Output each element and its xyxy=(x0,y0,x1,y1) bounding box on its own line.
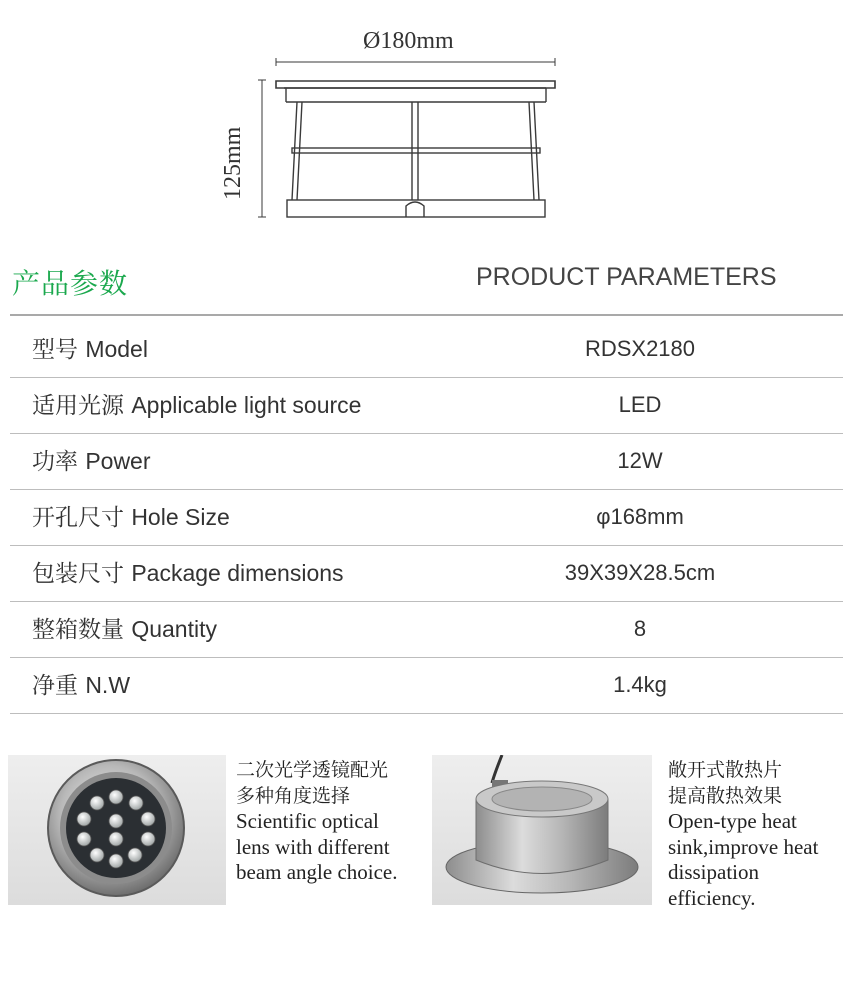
param-label: 功率 Power xyxy=(32,448,151,475)
product-dimension-drawing xyxy=(0,0,850,235)
param-row-hole-size xyxy=(10,489,843,545)
param-label: 开孔尺寸 Hole Size xyxy=(32,504,230,531)
section-title-en: PRODUCT PARAMETERS xyxy=(476,263,777,291)
table-top-rule xyxy=(10,314,843,316)
feature-line: 多种角度选择 xyxy=(236,784,351,807)
feature-line: 提高散热效果 xyxy=(668,784,783,807)
param-row-model xyxy=(10,321,843,377)
param-label: 适用光源 Applicable light source xyxy=(32,392,362,419)
feature-line: 二次光学透镜配光 xyxy=(236,759,389,781)
param-value: φ168mm xyxy=(596,504,684,529)
feature-line: beam angle choice. xyxy=(236,860,398,884)
param-value: 12W xyxy=(617,448,663,473)
param-label: 整箱数量 Quantity xyxy=(32,616,217,643)
param-label: 净重 N.W xyxy=(32,672,131,699)
lens-photo xyxy=(8,755,226,905)
param-label: 型号 Model xyxy=(32,336,148,363)
feature-line: efficiency. xyxy=(668,885,756,910)
feature-heatsink-text xyxy=(668,758,818,911)
section-title-cn: 产品参数 xyxy=(12,267,129,300)
param-row-weight xyxy=(10,657,843,713)
param-value: RDSX2180 xyxy=(584,336,696,361)
param-value: LED xyxy=(618,392,662,417)
heatsink-photo xyxy=(432,755,652,905)
param-value: 8 xyxy=(633,616,647,641)
diameter-label: Ø180mm xyxy=(363,28,454,54)
feature-lens-text xyxy=(236,758,398,886)
feature-line: lens with different xyxy=(236,834,390,859)
row-divider xyxy=(10,713,843,714)
feature-line: Open-type heat xyxy=(668,809,797,833)
lamp-back-image xyxy=(432,755,652,905)
feature-line: Scientific optical xyxy=(236,809,379,833)
param-row-light-source xyxy=(10,377,843,433)
param-label: 包装尺寸 Package dimensions xyxy=(32,560,344,587)
param-row-quantity xyxy=(10,601,843,657)
feature-line: dissipation xyxy=(668,860,760,884)
lamp-front-image xyxy=(8,755,226,905)
feature-line: sink,improve heat xyxy=(668,834,819,859)
param-value: 39X39X28.5cm xyxy=(564,560,716,585)
feature-line: 敞开式散热片 xyxy=(668,759,783,781)
param-row-power xyxy=(10,433,843,489)
height-label: 125mm xyxy=(220,126,246,200)
param-value: 1.4kg xyxy=(613,672,667,697)
param-row-package xyxy=(10,545,843,601)
